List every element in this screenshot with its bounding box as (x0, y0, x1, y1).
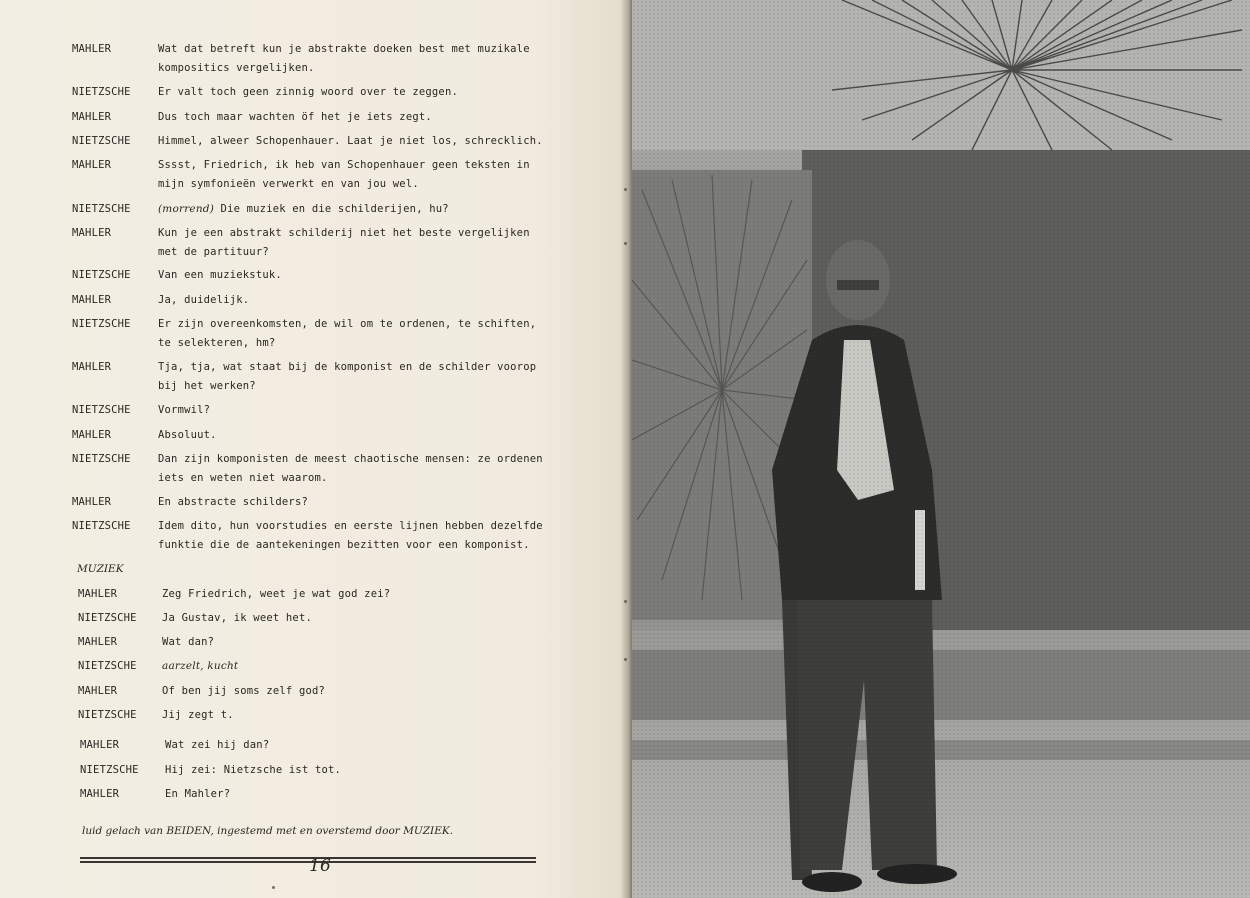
speaker-name: MAHLER (72, 43, 112, 55)
speaker-name: NIETZSCHE (72, 203, 131, 215)
dialogue-text: Of ben jij soms zelf god? (162, 685, 326, 697)
music-cue: MUZIEK (77, 563, 124, 575)
dialogue-text: En Mahler? (165, 788, 231, 800)
stage-direction: (morrend) (158, 203, 215, 215)
binding-staple (272, 886, 275, 889)
speaker-name: NIETZSCHE (78, 709, 137, 721)
dialogue-text: Wat zei hij dan? (165, 739, 270, 751)
dialogue-text: Ja Gustav, ik weet het. (162, 612, 312, 624)
book-gutter (620, 0, 632, 898)
speaker-name: NIETZSCHE (72, 318, 131, 330)
dialogue-text: En abstracte schilders? (158, 496, 308, 508)
dialogue-text: Dus toch maar wachten öf het je iets zegt. (158, 111, 432, 123)
speaker-name: NIETZSCHE (72, 269, 131, 281)
dialogue-text: Die muziek en die schilderijen, hu? (220, 203, 449, 215)
speaker-name: MAHLER (72, 361, 112, 373)
dialogue-text: Jij zegt t. (162, 709, 234, 721)
speaker-name: NIETZSCHE (72, 404, 131, 416)
dialogue-text: Kun je een abstrakt schilderij niet het beste vergelijken met de partituur? (158, 227, 530, 258)
speaker-name: MAHLER (72, 159, 112, 171)
speaker-name: MAHLER (78, 588, 118, 600)
speaker-name: NIETZSCHE (80, 764, 139, 776)
speaker-name: MAHLER (78, 636, 118, 648)
stage-direction: aarzelt, kucht (162, 660, 239, 672)
speaker-name: MAHLER (72, 429, 112, 441)
speaker-name: MAHLER (72, 496, 112, 508)
dialogue-text: Van een muziekstuk. (158, 269, 282, 281)
speaker-name: MAHLER (80, 739, 120, 751)
speaker-name: MAHLER (78, 685, 118, 697)
dialogue-text: Idem dito, hun voorstudies en eerste lijnen hebben dezelfde funktie die de aantekeningen bezitten voor een komponist. (158, 520, 543, 551)
speaker-name: MAHLER (72, 111, 112, 123)
dialogue-text: Er zijn overeenkomsten, de wil om te ordenen, te schiften, te selekteren, hm? (158, 318, 537, 349)
speaker-name: MAHLER (72, 294, 112, 306)
speaker-name: NIETZSCHE (72, 86, 131, 98)
speaker-name: MAHLER (72, 227, 112, 239)
photograph (632, 0, 1250, 898)
dialogue-text: Sssst, Friedrich, ik heb van Schopenhauer geen teksten in mijn symfonieën verwerkt en van jou wel. (158, 159, 530, 190)
dialogue-text: Himmel, alweer Schopenhauer. Laat je niet los, schrecklich. (158, 135, 543, 147)
dialogue-text: Er valt toch geen zinnig woord over te zeggen. (158, 86, 458, 98)
dialogue-text: Wat dan? (162, 636, 215, 648)
dialogue-text: Wat dat betreft kun je abstrakte doeken best met muzikale kompositics vergelijken. (158, 43, 530, 74)
photo-illustration (632, 0, 1250, 898)
speaker-name: MAHLER (80, 788, 120, 800)
dialogue-text: Ja, duidelijk. (158, 294, 250, 306)
dialogue-text: Hij zei: Nietzsche ist tot. (165, 764, 342, 776)
speaker-name: NIETZSCHE (72, 135, 131, 147)
dialogue-text: Vormwil? (158, 404, 211, 416)
dialogue-text: Absoluut. (158, 429, 217, 441)
speaker-name: NIETZSCHE (78, 660, 137, 672)
page-number: 16 (309, 856, 331, 876)
speaker-name: NIETZSCHE (72, 520, 131, 532)
dialogue-text: Zeg Friedrich, weet je wat god zei? (162, 588, 391, 600)
closing-direction: luid gelach van BEIDEN, ingestemd met en overstemd door MUZIEK. (82, 825, 454, 837)
dialogue-text: Tja, tja, wat staat bij de komponist en de schilder voorop bij het werken? (158, 361, 537, 392)
speaker-name: NIETZSCHE (78, 612, 137, 624)
speaker-name: NIETZSCHE (72, 453, 131, 465)
dialogue-text: Dan zijn komponisten de meest chaotische mensen: ze ordenen iets en weten niet waarom. (158, 453, 543, 484)
